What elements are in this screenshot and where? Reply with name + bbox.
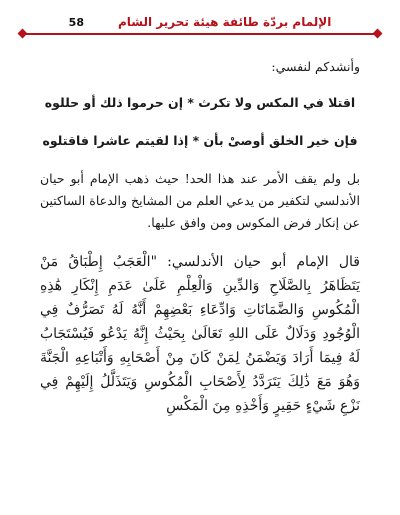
header-title: الإلمام بردّة طائفة هيئة تحرير الشام <box>117 15 332 29</box>
poem-verse-1: اقتلا في المكس ولا تكرث * إن حرموا ذلك أو حللوه <box>44 95 356 110</box>
body-paragraph: بل ولم يقف الأمر عند هذا الحد! حيث ذهب الإمام أبو حيان الأندلسي لتكفير من يدعي العلم من المشايخ والدعاة الساكتين عن إنكار فرض المكوس ومن وافق عليها. <box>40 171 360 230</box>
page-body <box>40 50 360 418</box>
header-divider <box>22 33 378 35</box>
intro-line: وأنشدكم لنفسي: <box>271 59 360 74</box>
running-header <box>22 10 378 34</box>
divider-ornament-right <box>373 29 383 39</box>
quoted-passage: قال الإمام أبو حيان الأندلسي: "الْعَجَبُ إِطْبَاقُ مَنْ يَتَظَاهَرُ بِالصَّلَاحِ وَالدِّينِ وَالْعِلْمِ عَلَىٰ عَدَمِ إِنْكَارِ هَٰذِهِ الْمُكُوسِ وَالضَّمَانَاتِ وَادِّعَاءِ بَعْضِهِمْ أَنَّهُ لَهُ تَصَرُّفٌ فِي الْوُجُودِ وَدَلَالٌ عَلَى اللهِ تَعَالَىٰ بِحَيْثُ إِنَّهُ يَدْعُو فَيُسْتَجَابُ لَهُ فِيمَا أَرَادَ وَيَضْمَنُ لِمَنْ كَانَ مِنْ أَصْحَابِهِ وَأَتْبَاعِهِ الْجَنَّةَ وَهُوَ مَعَ ذَٰلِكَ يَتَرَدَّدُ لِأَصْحَابِ الْمُكُوسِ وَيَتَذَلَّلُ إِلَيْهِمْ فِي نَزْعِ شَيْءٍ حَقِيرٍ وَأَخْذِهِ مِنَ الْمَكْسِ <box>40 254 360 414</box>
page-number: 58 <box>68 15 84 29</box>
poem-verse-2: فإن خير الخلق أوصىْ بأن * إذا لقيتم عاشرا فاقتلوه <box>42 133 358 148</box>
